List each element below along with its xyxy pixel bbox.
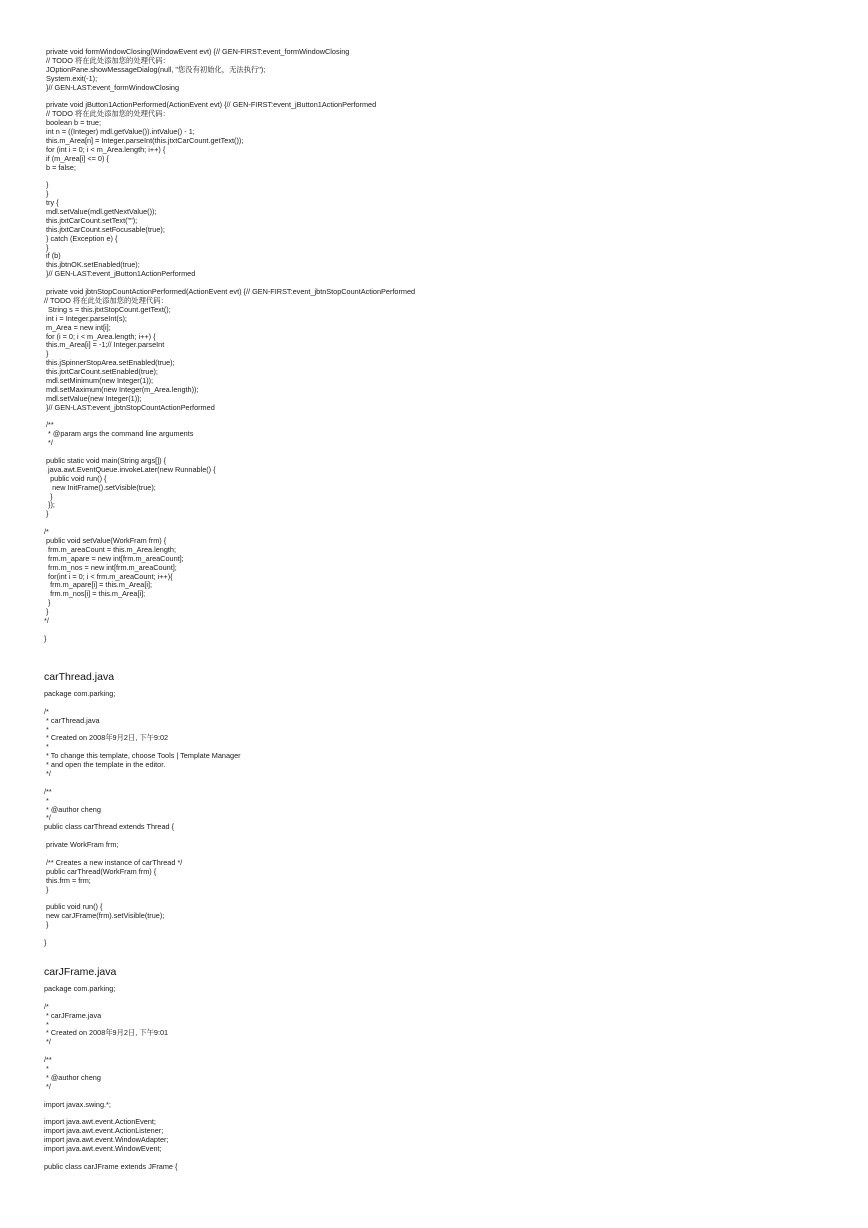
section-heading-carjframe: carJFrame.java [44,966,117,978]
code-line: String s = this.jtxtStopCount.getText(); [44,304,171,314]
code-line: } [44,491,53,501]
code-line: this.jtxtCarCount.setEnabled(true); [44,367,158,377]
code-line: private WorkFram frm; [44,840,119,850]
code-line: */ [44,616,49,625]
code-line: mdl.setValue(new Integer(1)); [44,393,142,403]
code-line: mdl.setValue(mdl.getNextValue()); [44,207,157,217]
code-line: } [44,509,49,519]
code-line: this.frm = frm; [44,875,91,885]
code-line: if (m_Area[i] <= 0) { [44,153,109,163]
code-line: * @author cheng [44,1072,101,1082]
code-line: } [44,349,49,359]
code-line: private void formWindowClosing(WindowEvent evt) {// GEN-FIRST:event_formWindowClosing [44,47,350,56]
code-line: import java.awt.event.WindowEvent; [44,1144,162,1154]
code-line: } [44,920,49,930]
code-line: /* [44,706,49,716]
code-line: } [44,180,49,190]
code-line: frm.m_nos = new int[frm.m_areaCount]; [44,562,177,572]
code-line: * [44,742,49,752]
code-line [44,626,415,635]
code-line: } [44,242,49,252]
code-line: this.jSpinnerStopArea.setEnabled(true); [44,358,175,368]
code-line: this.m_Area[n] = Integer.parseInt(this.jtxtCarCount.getText()); [44,135,244,145]
code-line: b = false; [44,162,76,172]
code-line: */ [44,1037,51,1047]
code-line: public static void main(String args[]) { [44,455,167,465]
code-line: } [44,189,49,199]
code-line: private void jButton1ActionPerformed(ActionEvent evt) {// GEN-FIRST:event_jButton1ActionPerformed [44,100,377,110]
code-block-initframe [44,48,415,644]
code-line: * @param args the command line arguments [44,429,194,439]
section-heading-carthread: carThread.java [44,671,115,683]
code-line: public class carThread extends Thread { [44,822,175,832]
code-line: // TODO 将在此处添加您的处理代码： [44,109,170,119]
code-line [44,519,415,528]
code-line: */ [44,813,51,823]
code-line: * @author cheng [44,804,101,814]
code-line: java.awt.EventQueue.invokeLater(new Runnable() { [44,464,216,474]
code-line: this.m_Area[i] = -1;// Integer.parseInt [44,340,165,350]
code-line: import java.awt.event.ActionEvent; [44,1117,156,1127]
code-line: // TODO 将在此处添加您的处理代码： [44,55,170,65]
code-line: // TODO 将在此处添加您的处理代码： [44,295,168,305]
code-line: */ [44,438,53,448]
code-line: JOptionPane.showMessageDialog(null, "您没有初始化，无法执行"); [44,64,266,74]
code-line: for(int i = 0; i < frm.m_areaCount; i++){ [44,571,173,581]
code-line: frm.m_apare = new int[frm.m_areaCount]; [44,553,184,563]
code-line: import javax.swing.*; [44,1099,111,1109]
code-line: try { [44,198,59,208]
code-block-carthread [44,690,241,948]
code-line: for (int i = 0; i < m_Area.length; i++) { [44,144,166,154]
code-line: } [44,884,49,894]
code-line: public carThread(WorkFram frm) { [44,866,157,876]
code-line: * [44,1064,49,1074]
code-line: package com.parking; [44,689,116,698]
code-line: */ [44,1081,51,1091]
code-line: import java.awt.event.ActionListener; [44,1126,164,1136]
code-line: boolean b = true; [44,118,101,128]
code-line: mdl.setMaximum(new Integer(m_Area.length)); [44,384,199,394]
code-line: * carThread.java [44,715,100,725]
code-line: private void jbtnStopCountActionPerformed(ActionEvent evt) {// GEN-FIRST:event_jbtnStopCountActionPerformed [44,287,416,297]
code-line: } catch (Exception e) { [44,233,118,243]
code-line: new InitFrame().setVisible(true); [44,482,156,492]
code-line: * [44,1019,49,1029]
code-line: for (i = 0; i < m_Area.length; i++) { [44,331,156,341]
code-line: } [44,937,47,947]
code-line: frm.m_apare[i] = this.m_Area[i]; [44,580,153,590]
code-block-carjframe [44,985,177,1172]
code-line: } [44,633,47,643]
code-line: }// GEN-LAST:event_formWindowClosing [44,82,180,92]
code-line [44,413,415,422]
code-line: public void run() { [44,902,103,912]
code-line: }// GEN-LAST:event_jButton1ActionPerformed [44,269,196,279]
code-line: /** [44,786,52,796]
code-line: */ [44,769,51,779]
code-line: import java.awt.event.WindowAdapter; [44,1135,169,1145]
code-line: * carJFrame.java [44,1010,102,1020]
code-line: * [44,724,49,734]
code-line: mdl.setMinimum(new Integer(1)); [44,375,154,385]
code-line: * Created on 2008年9月2日, 下午9:01 [44,1028,169,1038]
code-line: this.jtxtCarCount.setFocusable(true); [44,224,165,234]
code-line: System.exit(-1); [44,73,98,83]
code-line: if (b) [44,251,61,261]
code-line: frm.m_areaCount = this.m_Area.length; [44,544,177,554]
code-line: this.jtxtCarCount.setText(""); [44,215,138,225]
code-line: * To change this template, choose Tools | Template Manager [44,751,241,761]
code-line: }); [44,500,55,510]
code-line: } [44,607,49,617]
code-line: /** Creates a new instance of carThread */ [44,857,183,867]
code-line: /* [44,527,49,537]
code-line [44,779,241,788]
code-line: * [44,795,49,805]
code-line: public void run() { [44,473,107,483]
code-line: frm.m_nos[i] = this.m_Area[i]; [44,589,146,599]
code-line: * Created on 2008年9月2日, 下午9:02 [44,733,169,743]
code-line [44,930,241,939]
code-line: package com.parking; [44,984,116,993]
code-line [44,1047,177,1056]
code-line: public void setValue(WorkFram frm) { [44,535,167,545]
code-line: /** [44,420,54,430]
code-line: /* [44,1001,49,1011]
code-line: } [44,598,51,608]
code-line [44,699,241,708]
code-line: int i = Integer.parseInt(s); [44,313,127,323]
code-line: this.jbtnOK.setEnabled(true); [44,260,140,270]
code-line [44,994,177,1003]
code-line: new carJFrame(frm).setVisible(true); [44,911,165,921]
code-line: public class carJFrame extends JFrame { [44,1161,178,1171]
code-line: m_Area = new int[i]; [44,322,111,332]
code-line: int n = ((Integer) mdl.getValue()).intValue() - 1; [44,127,195,137]
code-line: }// GEN-LAST:event_jbtnStopCountActionPerformed [44,402,215,412]
code-line: /** [44,1055,52,1065]
code-line: * and open the template in the editor. [44,760,166,770]
code-line [44,172,415,181]
